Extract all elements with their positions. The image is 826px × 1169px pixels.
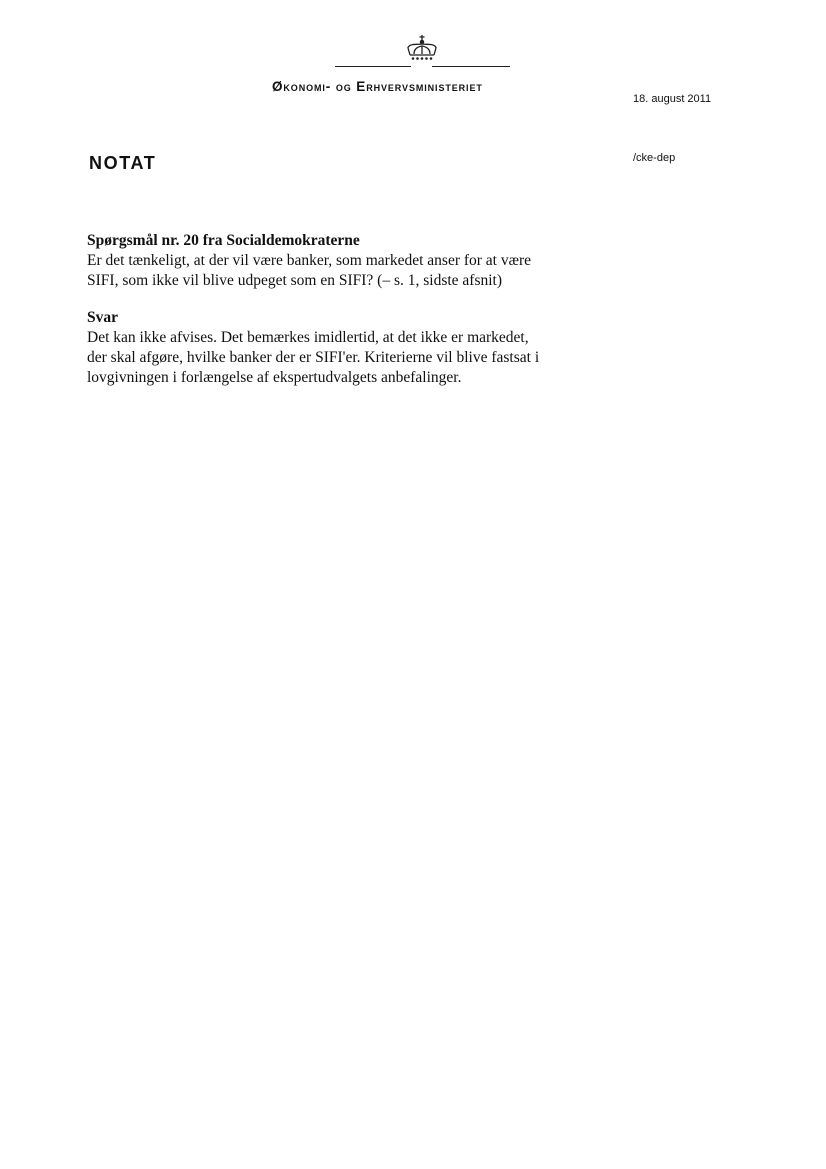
- question-section: [87, 231, 607, 291]
- answer-line: Det kan ikke afvises. Det bemærkes imidlertid, at det ikke er markedet,: [87, 329, 529, 346]
- document-body: [87, 231, 607, 388]
- letterhead-rule-right: [432, 66, 510, 67]
- question-line: Er det tænkeligt, at der vil være banker, som markedet anser for at være: [87, 252, 531, 269]
- answer-line: lovgivningen i forlængelse af ekspertudvalgets anbefalinger.: [87, 369, 462, 386]
- answer-section: [87, 308, 607, 388]
- ministry-name: Økonomi- og Erhvervsministeriet: [272, 79, 483, 94]
- document-reference: /cke-dep: [633, 152, 676, 164]
- document-date: 18. august 2011: [633, 93, 712, 105]
- letterhead-rule-left: [335, 66, 411, 67]
- question-heading: Spørgsmål nr. 20 fra Socialdemokraterne: [87, 232, 360, 249]
- question-line: SIFI, som ikke vil blive udpeget som en SIFI? (– s. 1, sidste afsnit): [87, 272, 503, 289]
- crown-crest-icon: [402, 34, 442, 64]
- answer-heading: Svar: [87, 309, 118, 326]
- answer-line: der skal afgøre, hvilke banker der er SIFI'er. Kriterierne vil blive fastsat i: [87, 349, 540, 366]
- document-type-title: NOTAT: [89, 153, 157, 173]
